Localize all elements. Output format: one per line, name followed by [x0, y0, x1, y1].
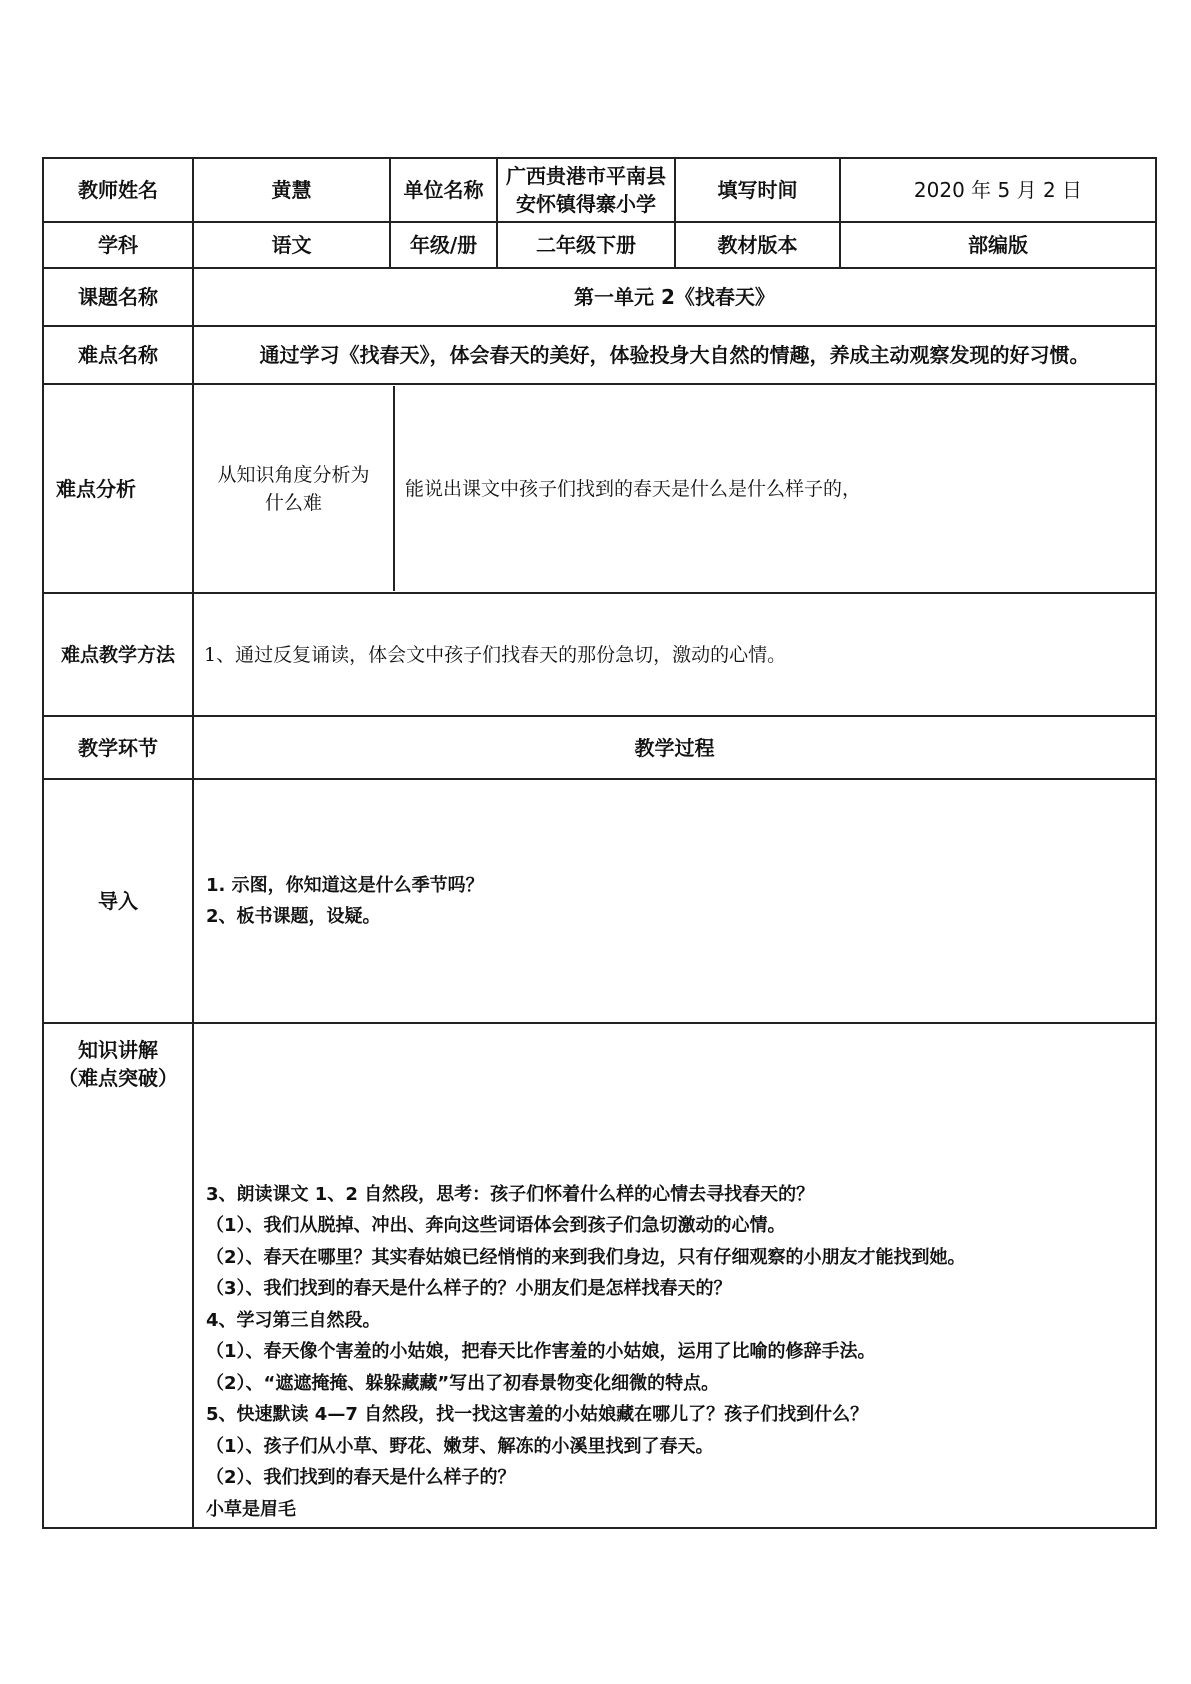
- intro-row: [43, 779, 1156, 1023]
- knowledge-content: [193, 1023, 1156, 1528]
- knowledge-item: 小草是眉毛: [206, 1498, 296, 1520]
- unit-name-line1: 广西贵港市平南县: [506, 164, 666, 188]
- grade-value: 二年级下册: [497, 222, 675, 268]
- method-value: 1、通过反复诵读，体会文中孩子们找春天的那份急切，激动的心情。: [193, 593, 1156, 716]
- teacher-label: 教师姓名: [43, 158, 193, 222]
- knowledge-label-line2: （难点突破）: [58, 1066, 178, 1090]
- process-header-row: [43, 716, 1156, 779]
- knowledge-label-line1: 知识讲解: [78, 1038, 158, 1062]
- unit-name: [497, 158, 675, 222]
- difficulty-label: 难点名称: [43, 326, 193, 384]
- intro-label: 导入: [43, 779, 193, 1023]
- knowledge-item: （2）、春天在哪里？其实春姑娘已经悄悄的来到我们身边，只有仔细观察的小朋友才能找到她。: [206, 1246, 966, 1268]
- edition-value: 部编版: [840, 222, 1156, 268]
- topic-label: 课题名称: [43, 268, 193, 326]
- teacher-name: 黄慧: [193, 158, 390, 222]
- lesson-plan-table: [42, 157, 1157, 1529]
- intro-content: [193, 779, 1156, 1023]
- subject-value: 语文: [193, 222, 390, 268]
- knowledge-row: [43, 1023, 1156, 1528]
- intro-item: 2、板书课题，设疑。: [206, 906, 381, 927]
- unit-name-line2: 安怀镇得寨小学: [516, 192, 656, 216]
- analysis-sub-label-line1: 从知识角度分析为: [217, 463, 370, 486]
- date-value: 2020 年 5 月 2 日: [840, 158, 1156, 222]
- topic-value: 第一单元 2《找春天》: [193, 268, 1156, 326]
- process-label: 教学过程: [193, 716, 1156, 779]
- analysis-inner-table: [194, 386, 1155, 591]
- intro-item: 1. 示图，你知道这是什么季节吗？: [206, 874, 484, 896]
- unit-label: 单位名称: [390, 158, 497, 222]
- edition-label: 教材版本: [675, 222, 840, 268]
- subject-label: 学科: [43, 222, 193, 268]
- method-row: [43, 593, 1156, 716]
- knowledge-label: [43, 1023, 193, 1528]
- knowledge-item: 3、朗读课文 1、2 自然段，思考：孩子们怀着什么样的心情去寻找春天的？: [206, 1183, 815, 1205]
- header-row-1: [43, 158, 1156, 222]
- knowledge-item: 4、学习第三自然段。: [206, 1309, 381, 1331]
- header-row-2: [43, 222, 1156, 268]
- lesson-plan-sheet: [42, 157, 1155, 1529]
- knowledge-item: 5、快速默读 4—7 自然段，找一找这害羞的小姑娘藏在哪儿了？孩子们找到什么？: [206, 1404, 869, 1425]
- grade-label: 年级/册: [390, 222, 497, 268]
- date-label: 填写时间: [675, 158, 840, 222]
- knowledge-item: （2）、我们找到的春天是什么样子的？: [206, 1467, 516, 1488]
- knowledge-item: （1）、我们从脱掉、冲出、奔向这些词语体会到孩子们急切激动的心情。: [206, 1215, 786, 1236]
- knowledge-item: （1）、孩子们从小草、野花、嫩芽、解冻的小溪里找到了春天。: [206, 1435, 714, 1457]
- difficulty-value: 通过学习《找春天》，体会春天的美好，体验投身大自然的情趣，养成主动观察发现的好习惯。: [193, 326, 1156, 384]
- difficulty-row: [43, 326, 1156, 384]
- knowledge-item: （3）、我们找到的春天是什么样子的？小朋友们是怎样找春天的？: [206, 1278, 732, 1299]
- analysis-value: 能说出课文中孩子们找到的春天是什么是什么样子的，: [405, 477, 862, 500]
- analysis-row: [43, 384, 1156, 593]
- analysis-label: 难点分析: [43, 384, 193, 593]
- analysis-sub-label: [194, 386, 394, 591]
- method-label: 难点教学方法: [43, 593, 193, 716]
- analysis-sub-label-line2: 什么难: [264, 491, 322, 514]
- knowledge-item: （2）、“遮遮掩掩、躲躲藏藏”写出了初春景物变化细微的特点。: [206, 1372, 720, 1394]
- analysis-content: [193, 384, 1156, 593]
- knowledge-item: （1）、春天像个害羞的小姑娘，把春天比作害羞的小姑娘，运用了比喻的修辞手法。: [206, 1341, 876, 1362]
- process-stage-label: 教学环节: [43, 716, 193, 779]
- topic-row: [43, 268, 1156, 326]
